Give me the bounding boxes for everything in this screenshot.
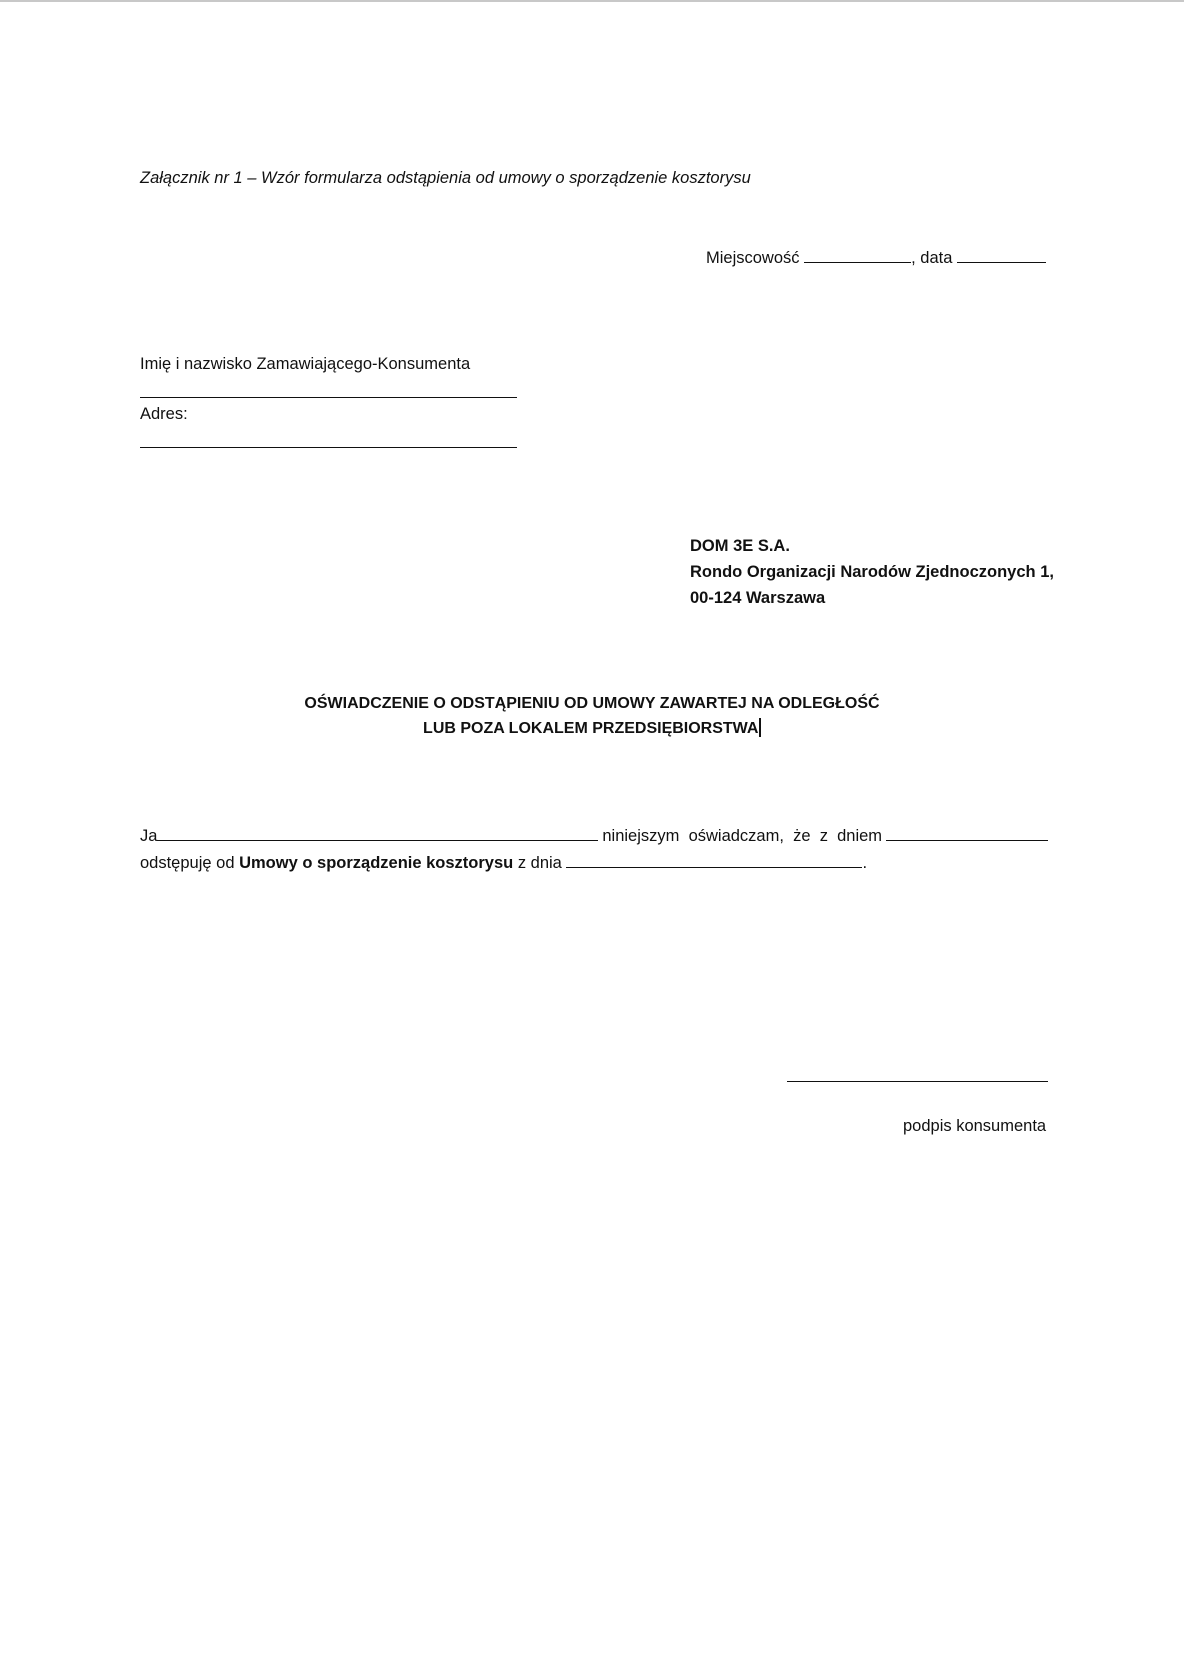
- withdrawal-date-blank[interactable]: [886, 826, 1048, 841]
- statement-line1: [140, 826, 1048, 846]
- signature-label: podpis konsumenta: [903, 1117, 1047, 1135]
- statement-line2-mid: z dnia: [513, 854, 567, 872]
- ja-group: [140, 826, 598, 846]
- place-blank[interactable]: [804, 248, 911, 263]
- consumer-name-label: Imię i nazwisko Zamawiającego-Konsumenta: [140, 355, 471, 373]
- recipient-street: Rondo Organizacji Narodów Zjednoczonych 1,: [690, 563, 1054, 581]
- consumer-name-blank[interactable]: [140, 397, 517, 398]
- statement-line2-start: odstępuję od: [140, 854, 240, 872]
- contract-date-blank[interactable]: [566, 853, 862, 868]
- attachment-title: Załącznik nr 1 – Wzór formularza odstąpienia od umowy o sporządzenie kosztorysu: [140, 169, 751, 187]
- statement-title-line2-wrap: [0, 716, 1184, 741]
- date-label: , data: [911, 249, 953, 267]
- consumer-name-statement-blank[interactable]: [157, 826, 598, 841]
- place-label: Miejscowość: [706, 249, 800, 267]
- text-cursor: [759, 718, 761, 737]
- recipient-city: 00-124 Warszawa: [690, 589, 826, 607]
- contract-name: Umowy o sporządzenie kosztorysu: [239, 854, 514, 872]
- statement-mid-text: niniejszym oświadczam, że z dniem: [602, 827, 883, 845]
- statement-title-line2: LUB POZA LOKALEM PRZEDSIĘBIORSTWA: [423, 720, 759, 737]
- date-blank[interactable]: [957, 248, 1046, 263]
- consumer-address-label: Adres:: [140, 405, 188, 423]
- recipient-company: DOM 3E S.A.: [690, 537, 790, 555]
- statement-period: .: [862, 854, 868, 872]
- signature-blank[interactable]: [787, 1081, 1048, 1082]
- statement-title-line1: OŚWIADCZENIE O ODSTĄPIENIU OD UMOWY ZAWARTEJ NA ODLEGŁOŚĆ: [304, 695, 880, 712]
- consumer-address-blank[interactable]: [140, 447, 517, 448]
- ja-label: Ja: [140, 827, 158, 845]
- place-date-line: [706, 248, 1046, 268]
- statement-line2: [140, 853, 867, 873]
